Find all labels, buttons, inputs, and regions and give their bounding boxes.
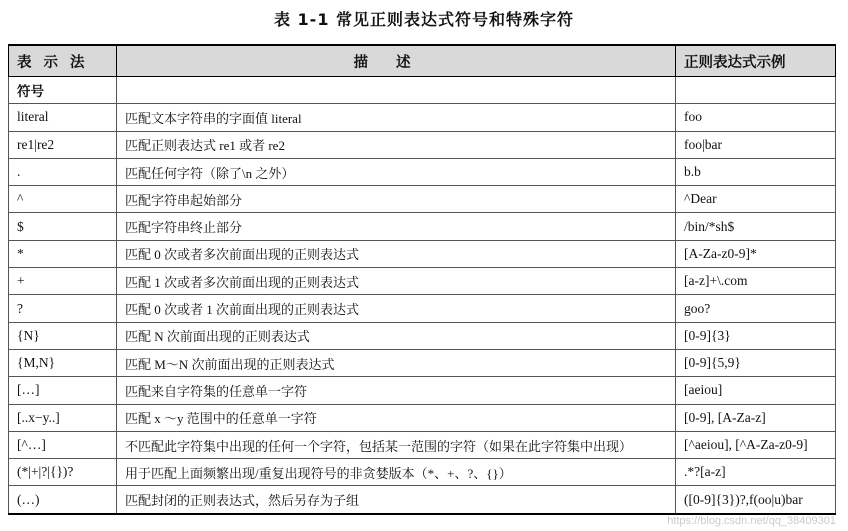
table-row [9,349,836,376]
table-body [9,77,836,514]
description-cell: 匹配 0 次或者 1 次前面出现的正则表达式 [117,295,676,322]
table-row [9,431,836,458]
section-empty-cell [117,77,676,104]
notation-cell: + [9,268,117,295]
table-row [9,186,836,213]
description-cell: 匹配 1 次或者多次前面出现的正则表达式 [117,268,676,295]
description-cell: 匹配字符串起始部分 [117,186,676,213]
description-cell: 匹配 N 次前面出现的正则表达式 [117,322,676,349]
example-cell: [0-9], [A-Za-z] [676,404,836,431]
table-row [9,486,836,514]
notation-cell: literal [9,104,117,131]
section-empty-cell [676,77,836,104]
notation-cell: . [9,158,117,185]
table-row [9,213,836,240]
table-row [9,268,836,295]
description-cell: 匹配封闭的正则表达式，然后另存为子组 [117,486,676,514]
notation-cell: ^ [9,186,117,213]
description-cell: 匹配正则表达式 re1 或者 re2 [117,131,676,158]
notation-cell: (…) [9,486,117,514]
example-cell: [^aeiou], [^A-Za-z0-9] [676,431,836,458]
example-cell: ([0-9]{3})?,f(oo|u)bar [676,486,836,514]
example-cell: [aeiou] [676,377,836,404]
description-cell: 匹配 0 次或者多次前面出现的正则表达式 [117,240,676,267]
watermark: https://blog.csdn.net/qq_38409301 [667,515,836,527]
example-cell: .*?[a-z] [676,459,836,486]
description-cell: 匹配来自字符集的任意单一字符 [117,377,676,404]
notation-cell: {M,N} [9,349,117,376]
header-description: 描述 [117,45,676,77]
example-cell: ^Dear [676,186,836,213]
example-cell: foo|bar [676,131,836,158]
table-caption: 表 1-1 常见正则表达式符号和特殊字符 [273,10,575,29]
example-cell: goo? [676,295,836,322]
description-cell: 匹配字符串终止部分 [117,213,676,240]
example-cell: foo [676,104,836,131]
header-notation: 表示法 [9,45,117,77]
example-cell: b.b [676,158,836,185]
description-cell: 匹配 M～N 次前面出现的正则表达式 [117,349,676,376]
table-row [9,158,836,185]
table-header [9,45,836,77]
table-row [9,240,836,267]
table-row [9,104,836,131]
description-cell: 匹配文本字符串的字面值 literal [117,104,676,131]
example-cell: /bin/*sh$ [676,213,836,240]
table-row [9,322,836,349]
notation-cell: {N} [9,322,117,349]
notation-cell: $ [9,213,117,240]
table-row [9,131,836,158]
notation-cell: [^…] [9,431,117,458]
example-cell: [a-z]+\.com [676,268,836,295]
section-label: 符号 [9,77,117,104]
description-cell: 匹配任何字符（除了\n 之外） [117,158,676,185]
example-cell: [0-9]{5,9} [676,349,836,376]
notation-cell: re1|re2 [9,131,117,158]
description-cell: 匹配 x ～y 范围中的任意单一字符 [117,404,676,431]
notation-cell: [..x−y..] [9,404,117,431]
example-cell: [A-Za-z0-9]* [676,240,836,267]
table-row [9,404,836,431]
header-example: 正则表达式示例 [676,45,836,77]
regex-table [8,44,836,515]
section-row [9,77,836,104]
table-row [9,377,836,404]
description-cell: 用于匹配上面频繁出现/重复出现符号的非贪婪版本（*、+、?、{}） [117,459,676,486]
notation-cell: ? [9,295,117,322]
description-cell: 不匹配此字符集中出现的任何一个字符，包括某一范围的字符（如果在此字符集中出现） [117,431,676,458]
table-row [9,459,836,486]
notation-cell: * [9,240,117,267]
notation-cell: […] [9,377,117,404]
table-row [9,295,836,322]
example-cell: [0-9]{3} [676,322,836,349]
notation-cell: (*|+|?|{})? [9,459,117,486]
